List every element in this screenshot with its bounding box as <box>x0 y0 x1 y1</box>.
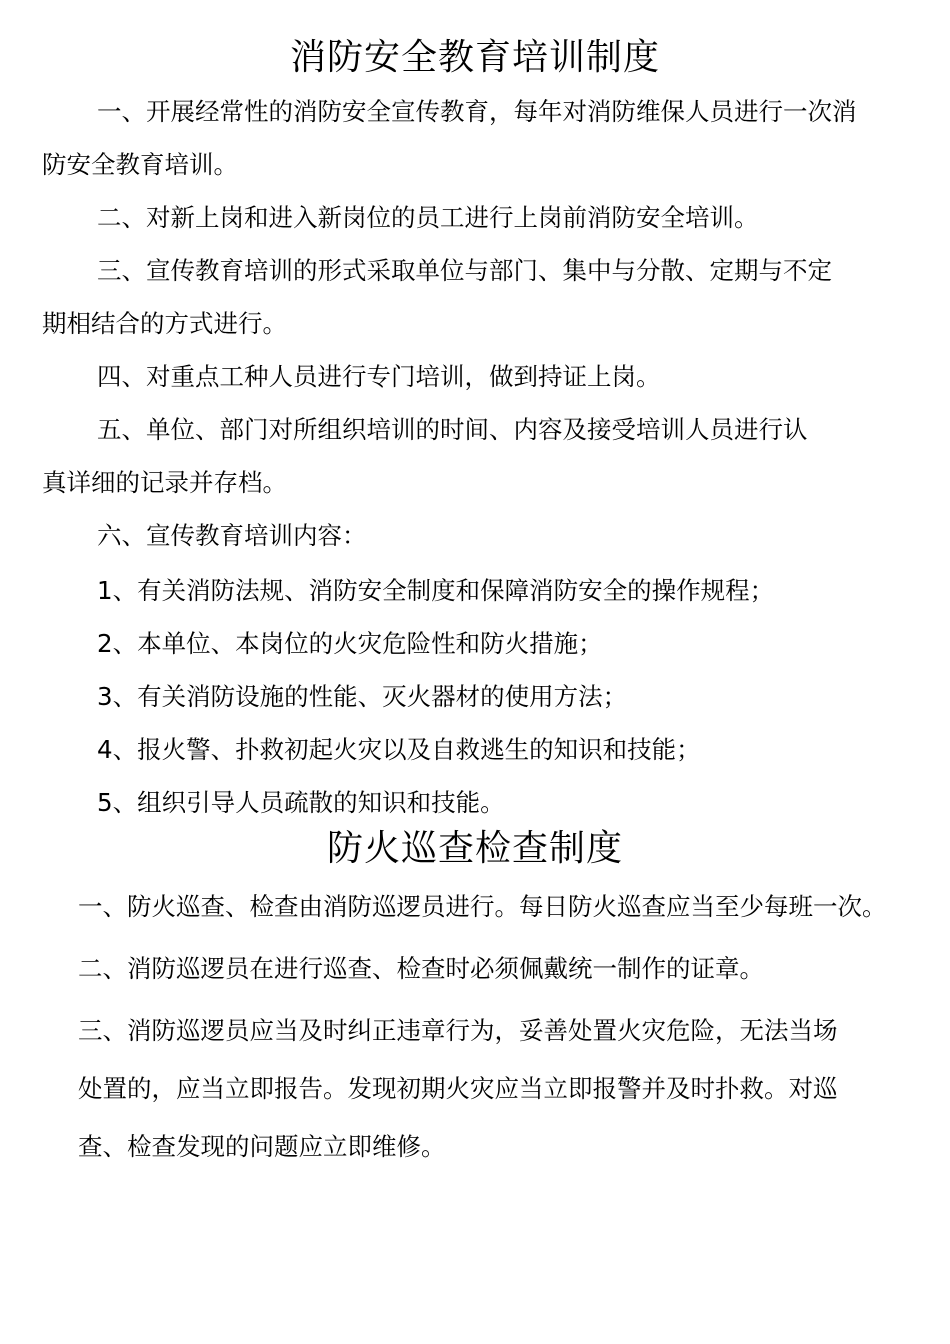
section-title: 防火巡查检查制度 <box>326 828 623 869</box>
list-item: 1、有关消防法规、消防安全制度和保障消防安全的操作规程； <box>97 576 775 605</box>
paragraph-line: 三、消防巡逻员应当及时纠正违章行为，妥善处置火灾危险，无法当场 <box>78 1016 838 1045</box>
paragraph-line: 五、单位、部门对所组织培训的时间、内容及接受培训人员进行认 <box>97 415 808 444</box>
paragraph-line: 真详细的记录并存档。 <box>42 468 287 497</box>
paragraph-line: 二、消防巡逻员在进行巡查、检查时必须佩戴统一制作的证章。 <box>78 954 764 983</box>
paragraph-line: 四、对重点工种人员进行专门培训，做到持证上岗。 <box>97 362 661 391</box>
list-item: 4、报火警、扑救初起火灾以及自救逃生的知识和技能； <box>97 735 701 764</box>
paragraph-line: 查、检查发现的问题应立即维修。 <box>78 1132 446 1161</box>
paragraph-line: 处置的，应当立即报告。发现初期火灾应当立即报警并及时扑救。对巡 <box>78 1074 838 1103</box>
paragraph-line: 二、对新上岗和进入新岗位的员工进行上岗前消防安全培训。 <box>97 203 759 232</box>
list-item: 2、本单位、本岗位的火灾危险性和防火措施； <box>97 629 603 658</box>
paragraph-line: 期相结合的方式进行。 <box>42 309 287 338</box>
list-item: 3、有关消防设施的性能、灭火器材的使用方法； <box>97 682 628 711</box>
paragraph-line: 防安全教育培训。 <box>42 150 238 179</box>
page-title: 消防安全教育培训制度 <box>289 37 660 78</box>
paragraph-line: 三、宣传教育培训的形式采取单位与部门、集中与分散、定期与不定 <box>97 256 832 285</box>
paragraph-line: 一、防火巡查、检查由消防巡逻员进行。每日防火巡查应当至少每班一次。 <box>78 892 887 921</box>
list-item: 5、组织引导人员疏散的知识和技能。 <box>97 788 505 817</box>
paragraph-line: 六、宣传教育培训内容： <box>97 521 367 550</box>
paragraph-line: 一、开展经常性的消防安全宣传教育，每年对消防维保人员进行一次消 <box>97 97 857 126</box>
